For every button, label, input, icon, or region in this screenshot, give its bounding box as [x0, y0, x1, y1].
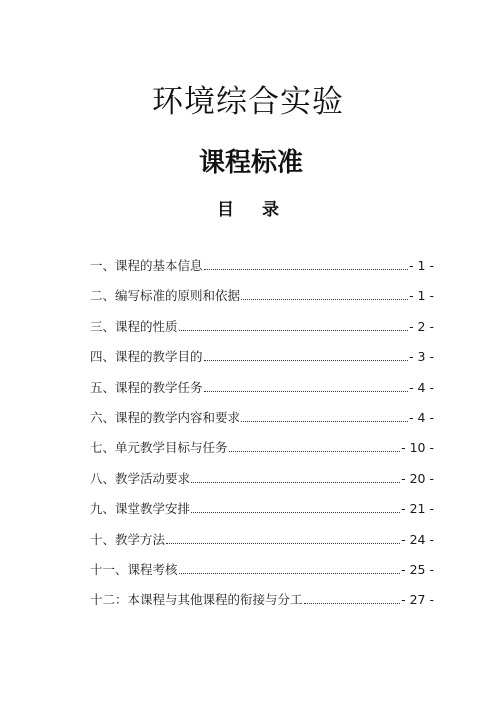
toc-leader-dots — [191, 511, 400, 513]
toc-entry-label: 十二：本课程与其他课程的衔接与分工 — [90, 592, 303, 608]
toc-leader-dots — [204, 359, 409, 361]
toc-entry-label: 六、课程的教学内容和要求 — [90, 409, 241, 425]
toc-entry-label: 五、课程的教学任务 — [90, 379, 203, 395]
toc-leader-dots — [229, 450, 401, 452]
toc-entry-label: 四、课程的教学目的 — [90, 349, 203, 365]
toc-leader-dots — [304, 602, 401, 604]
document-title: 环境综合实验 — [152, 84, 344, 120]
toc-entry-page: - 1 - — [409, 288, 434, 304]
toc-entry-page: - 4 - — [409, 409, 434, 425]
document-subtitle: 课程标准 — [198, 148, 303, 178]
toc-heading-char-1: 目 — [217, 200, 234, 220]
toc-leader-dots — [179, 572, 401, 574]
toc-heading-char-2: 录 — [262, 200, 279, 220]
toc-entry[interactable] — [90, 380, 434, 410]
toc-entry-label: 十一、课程考核 — [90, 561, 178, 577]
toc-entry[interactable] — [90, 319, 434, 349]
toc-entry-page: - 27 - — [401, 592, 434, 608]
toc-entry[interactable] — [90, 501, 434, 531]
toc-entry-page: - 25 - — [401, 561, 434, 577]
toc-entry-page: - 10 - — [401, 440, 434, 456]
toc-leader-dots — [204, 268, 409, 270]
toc-leader-dots — [166, 542, 400, 544]
toc-leader-dots — [191, 481, 400, 483]
toc-entry[interactable] — [90, 288, 434, 318]
toc-entry-label: 一、课程的基本信息 — [90, 258, 203, 273]
toc-entry-page: - 24 - — [401, 531, 434, 547]
toc-leader-dots — [241, 298, 408, 300]
toc-leader-dots — [204, 390, 409, 392]
toc-entry[interactable] — [90, 562, 434, 592]
toc-heading — [0, 198, 496, 222]
toc-entry-label: 三、课程的性质 — [90, 318, 178, 334]
toc-entry[interactable] — [90, 410, 434, 440]
toc-entry[interactable] — [90, 440, 434, 470]
toc-entry[interactable] — [90, 532, 434, 562]
toc-entry[interactable] — [90, 258, 434, 288]
toc-entry-page: - 4 - — [409, 379, 434, 395]
toc-entry[interactable] — [90, 592, 434, 622]
toc-entry[interactable] — [90, 471, 434, 501]
toc-entry-label: 九、课堂教学安排 — [90, 501, 191, 517]
toc-leader-dots — [179, 329, 409, 331]
toc-entry-page: - 20 - — [401, 470, 434, 486]
toc-entry[interactable] — [90, 349, 434, 379]
toc-entry-page: - 21 - — [401, 501, 434, 517]
toc-entry-label: 十、教学方法 — [90, 531, 166, 547]
toc-entry-page: - 1 - — [409, 258, 434, 273]
toc-entry-label: 七、单元教学目标与任务 — [90, 440, 228, 456]
toc-entry-label: 二、编写标准的原则和依据 — [90, 288, 241, 304]
toc-leader-dots — [241, 420, 408, 422]
toc-entry-label: 八、教学活动要求 — [90, 470, 191, 486]
toc-entry-page: - 2 - — [409, 318, 434, 334]
toc-entry-page: - 3 - — [409, 349, 434, 365]
table-of-contents — [90, 258, 434, 623]
